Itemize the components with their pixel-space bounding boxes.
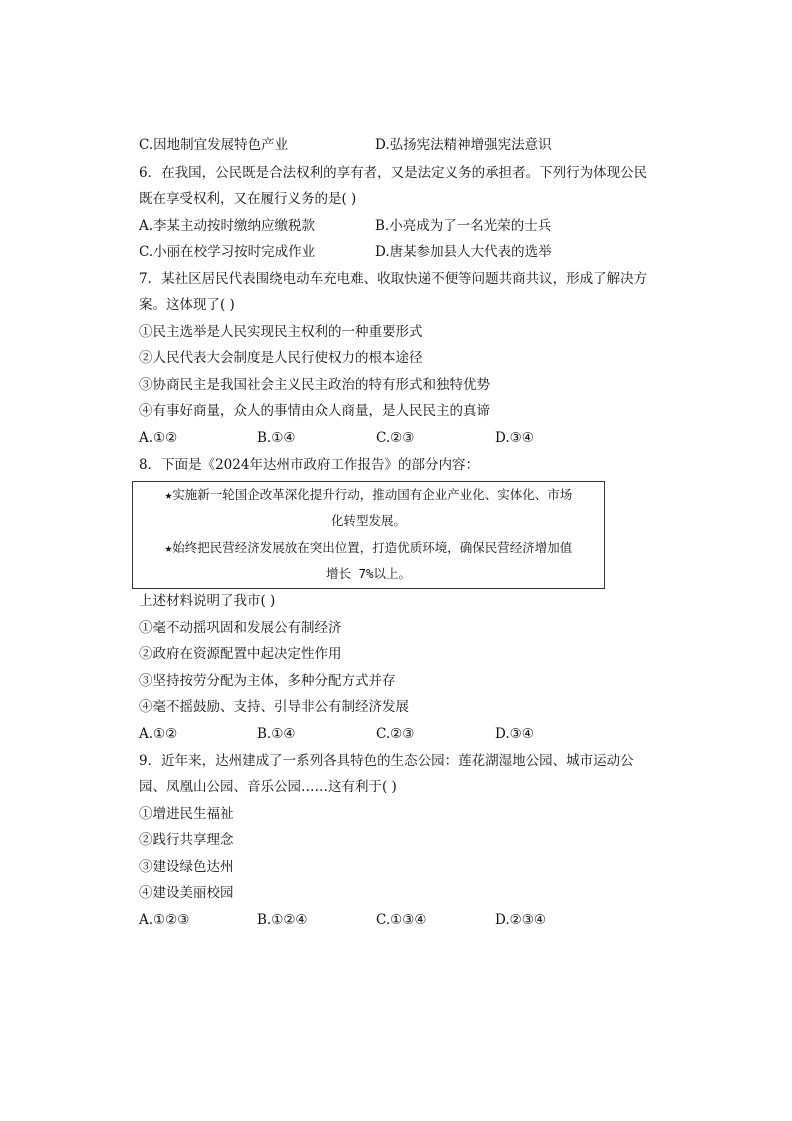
q6-option-a: A.李某主动按时缴纳应缴税款 (139, 218, 316, 234)
q7-item-2: ②人民代表大会制度是人民行使权力的根本途径 (139, 350, 423, 366)
q9-item-1: ①增进民生福祉 (139, 806, 234, 822)
q7-item-3: ③协商民主是我国社会主义民主政治的特有形式和独特优势 (139, 377, 490, 393)
q9-option-d: D.②③④ (495, 912, 546, 928)
q7-item-1: ①民主选举是人民实现民主权利的一种重要形式 (139, 324, 423, 340)
q8-option-a: A.①② (139, 726, 178, 742)
q8-box-line2: 化转型发展。 (330, 513, 406, 528)
q6-stem-line2: 既在享受权利，又在履行义务的是( ) (139, 191, 357, 207)
q8-item-2: ②政府在资源配置中起决定性作用 (139, 646, 342, 662)
q9-item-2: ②践行共享理念 (139, 832, 234, 848)
q8-box-line3: ★始终把民营经济发展放在突出位置，打造优质环境，确保民营经济增加值 (164, 540, 573, 555)
q5-option-d: D.弘扬宪法精神增强宪法意识 (375, 137, 552, 153)
q8-item-1: ①毫不动摇巩固和发展公有制经济 (139, 620, 342, 636)
q7-stem-line2: 案。这体现了( ) (139, 297, 235, 313)
q9-option-b: B.①②④ (257, 912, 308, 928)
q8-prompt: 上述材料说明了我市( ) (139, 593, 276, 609)
q8-stem: 8．下面是《2024年达州市政府工作报告》的部分内容： (139, 457, 479, 473)
q6-option-b: B.小亮成为了一名光荣的士兵 (375, 218, 552, 234)
q8-material-box (132, 481, 605, 589)
q8-box-line1: ★实施新一轮国企改革深化提升行动，推动国有企业产业化、实体化、市场 (164, 487, 573, 502)
q8-option-d: D.③④ (495, 726, 534, 742)
q6-stem-line1: 6．在我国，公民既是合法权利的享有者，又是法定义务的承担者。下列行为体现公民 (139, 165, 648, 181)
q9-item-3: ③建设绿色达州 (139, 859, 234, 875)
q7-option-b: B.①④ (257, 430, 296, 446)
q8-box-line4: 增长 7%以上。 (325, 566, 412, 581)
q7-option-a: A.①② (139, 430, 178, 446)
q7-option-c: C.②③ (376, 430, 415, 446)
q9-stem-line1: 9．近年来，达州建成了一系列各具特色的生态公园：莲花湖湿地公园、城市运动公 (139, 753, 634, 769)
q8-option-b: B.①④ (257, 726, 296, 742)
q5-option-c: C.因地制宜发展特色产业 (139, 137, 289, 153)
q6-option-d: D.唐某参加县人大代表的选举 (375, 244, 552, 260)
q7-item-4: ④有事好商量，众人的事情由众人商量，是人民民主的真谛 (139, 403, 490, 419)
q8-item-3: ③坚持按劳分配为主体，多种分配方式并存 (139, 673, 396, 689)
q8-item-4: ④毫不摇鼓励、支持、引导非公有制经济发展 (139, 699, 409, 715)
q6-option-c: C.小丽在校学习按时完成作业 (139, 244, 316, 260)
q9-option-a: A.①②③ (139, 912, 190, 928)
q8-option-c: C.②③ (376, 726, 415, 742)
q9-stem-line2: 园、凤凰山公园、音乐公园……这有利于( ) (139, 779, 397, 795)
q9-item-4: ④建设美丽校园 (139, 885, 234, 901)
q7-stem-line1: 7．某社区居民代表围绕电动车充电难、收取快递不便等问题共商共议，形成了解决方 (139, 271, 648, 287)
q9-option-c: C.①③④ (376, 912, 427, 928)
q7-option-d: D.③④ (495, 430, 534, 446)
